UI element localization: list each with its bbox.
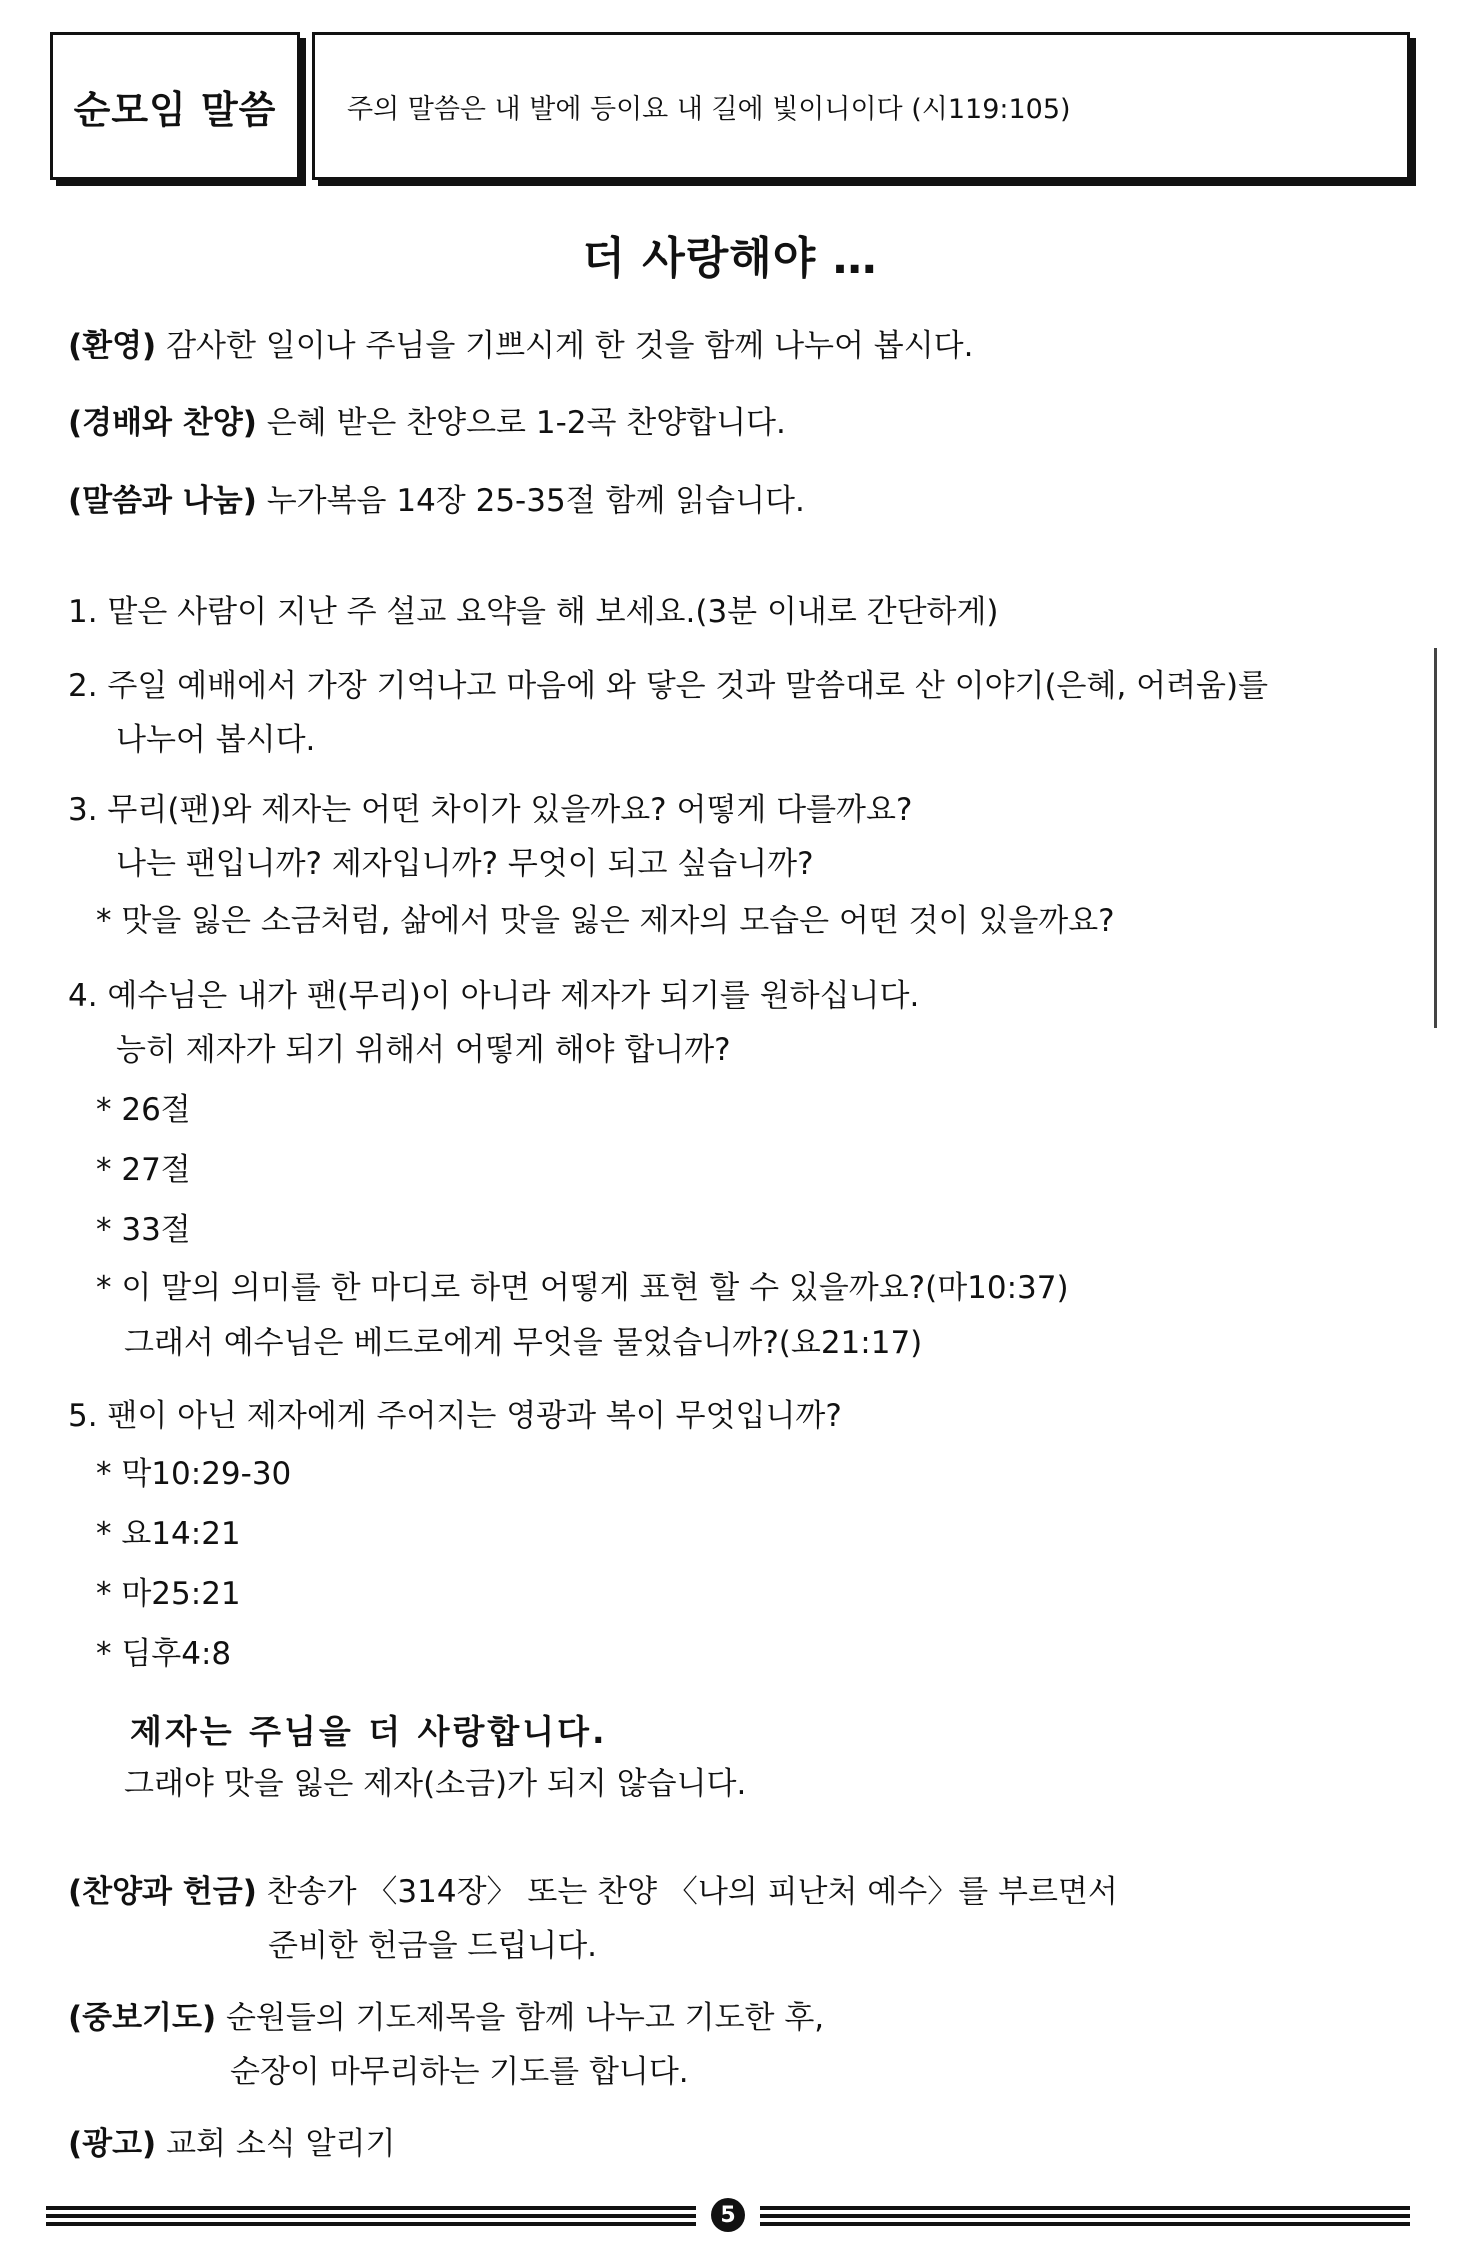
closing-prayer-head: (중보기도) (68, 2000, 217, 2036)
header-label-box (50, 32, 300, 180)
header-label: 순모임 말씀 (73, 87, 277, 132)
section-word-head: (말씀과 나눔) (68, 483, 257, 519)
header-verse: 주의 말씀은 내 발에 등이요 내 길에 빛이니이다 (시119:105) (347, 93, 1071, 125)
question-5-sub4: * 딤후4:8 (96, 1636, 232, 1672)
closing-notice-text: 교회 소식 알리기 (156, 2126, 396, 2162)
page-title: 더 사랑해야 … (582, 233, 878, 284)
question-3-line2: 나는 팬입니까? 제자입니까? 무엇이 되고 싶습니까? (116, 846, 814, 882)
emphasis-line: 제자는 주님을 더 사랑합니다. (130, 1712, 608, 1751)
section-word-text: 누가복음 14장 25-35절 함께 읽습니다. (256, 483, 805, 519)
section-worship (68, 405, 786, 442)
question-1: 1. 맡은 사람이 지난 주 설교 요약을 해 보세요.(3분 이내로 간단하게) (68, 594, 999, 630)
page-number-badge: 5 (711, 2198, 745, 2232)
question-4-sub2: * 27절 (96, 1152, 191, 1188)
footer-rule-left (46, 2206, 696, 2230)
closing-offering-cont: 준비한 헌금을 드립니다. (268, 1928, 598, 1964)
closing-offering (68, 1874, 1118, 1911)
question-4-sub4-cont: 그래서 예수님은 베드로에게 무엇을 물었습니까?(요21:17) (124, 1325, 923, 1361)
section-welcome-text: 감사한 일이나 주님을 기쁘시게 한 것을 함께 나누어 봅시다. (156, 328, 974, 364)
header-verse-box (312, 32, 1410, 180)
question-3-sub: * 맛을 잃은 소금처럼, 삶에서 맛을 잃은 제자의 모습은 어떤 것이 있을까요? (96, 903, 1115, 939)
section-welcome (68, 328, 973, 365)
section-word (68, 483, 805, 520)
closing-notice-head: (광고) (68, 2126, 157, 2162)
footer-rule-right (760, 2206, 1410, 2230)
margin-rule (1434, 648, 1437, 1028)
question-3-line1: 3. 무리(팬)와 제자는 어떤 차이가 있을까요? 어떻게 다를까요? (68, 792, 913, 828)
emphasis-cont: 그래야 맛을 잃은 제자(소금)가 되지 않습니다. (124, 1766, 747, 1802)
question-5: 5. 팬이 아닌 제자에게 주어지는 영광과 복이 무엇입니까? (68, 1398, 842, 1434)
question-4-sub4: * 이 말의 의미를 한 마디로 하면 어떻게 표현 할 수 있을까요?(마10:37) (96, 1270, 1069, 1306)
question-5-sub3: * 마25:21 (96, 1576, 241, 1612)
closing-offering-head: (찬양과 헌금) (68, 1874, 257, 1910)
closing-notice (68, 2126, 395, 2163)
question-4-sub3: * 33절 (96, 1212, 191, 1248)
question-4-sub1: * 26절 (96, 1092, 191, 1128)
section-welcome-head: (환영) (68, 328, 157, 364)
question-4-line2: 능히 제자가 되기 위해서 어떻게 해야 합니까? (116, 1032, 731, 1068)
question-5-sub2: * 요14:21 (96, 1516, 241, 1552)
footer (46, 2198, 1410, 2238)
question-2-line1: 2. 주일 예배에서 가장 기억나고 마음에 와 닿은 것과 말씀대로 산 이야기(은혜, 어려움)를 (68, 668, 1269, 704)
closing-offering-text: 찬송가 〈314장〉 또는 찬양 〈나의 피난처 예수〉를 부르면서 (256, 1874, 1118, 1910)
section-worship-head: (경배와 찬양) (68, 405, 257, 441)
closing-prayer-cont: 순장이 마무리하는 기도를 합니다. (230, 2054, 689, 2090)
question-4-line1: 4. 예수님은 내가 팬(무리)이 아니라 제자가 되기를 원하십니다. (68, 978, 920, 1014)
closing-prayer (68, 2000, 824, 2037)
question-5-sub1: * 막10:29-30 (96, 1456, 292, 1492)
question-2-line2: 나누어 봅시다. (116, 722, 316, 758)
closing-prayer-text: 순원들의 기도제목을 함께 나누고 기도한 후, (216, 2000, 825, 2036)
section-worship-text: 은혜 받은 찬양으로 1-2곡 찬양합니다. (256, 405, 786, 441)
